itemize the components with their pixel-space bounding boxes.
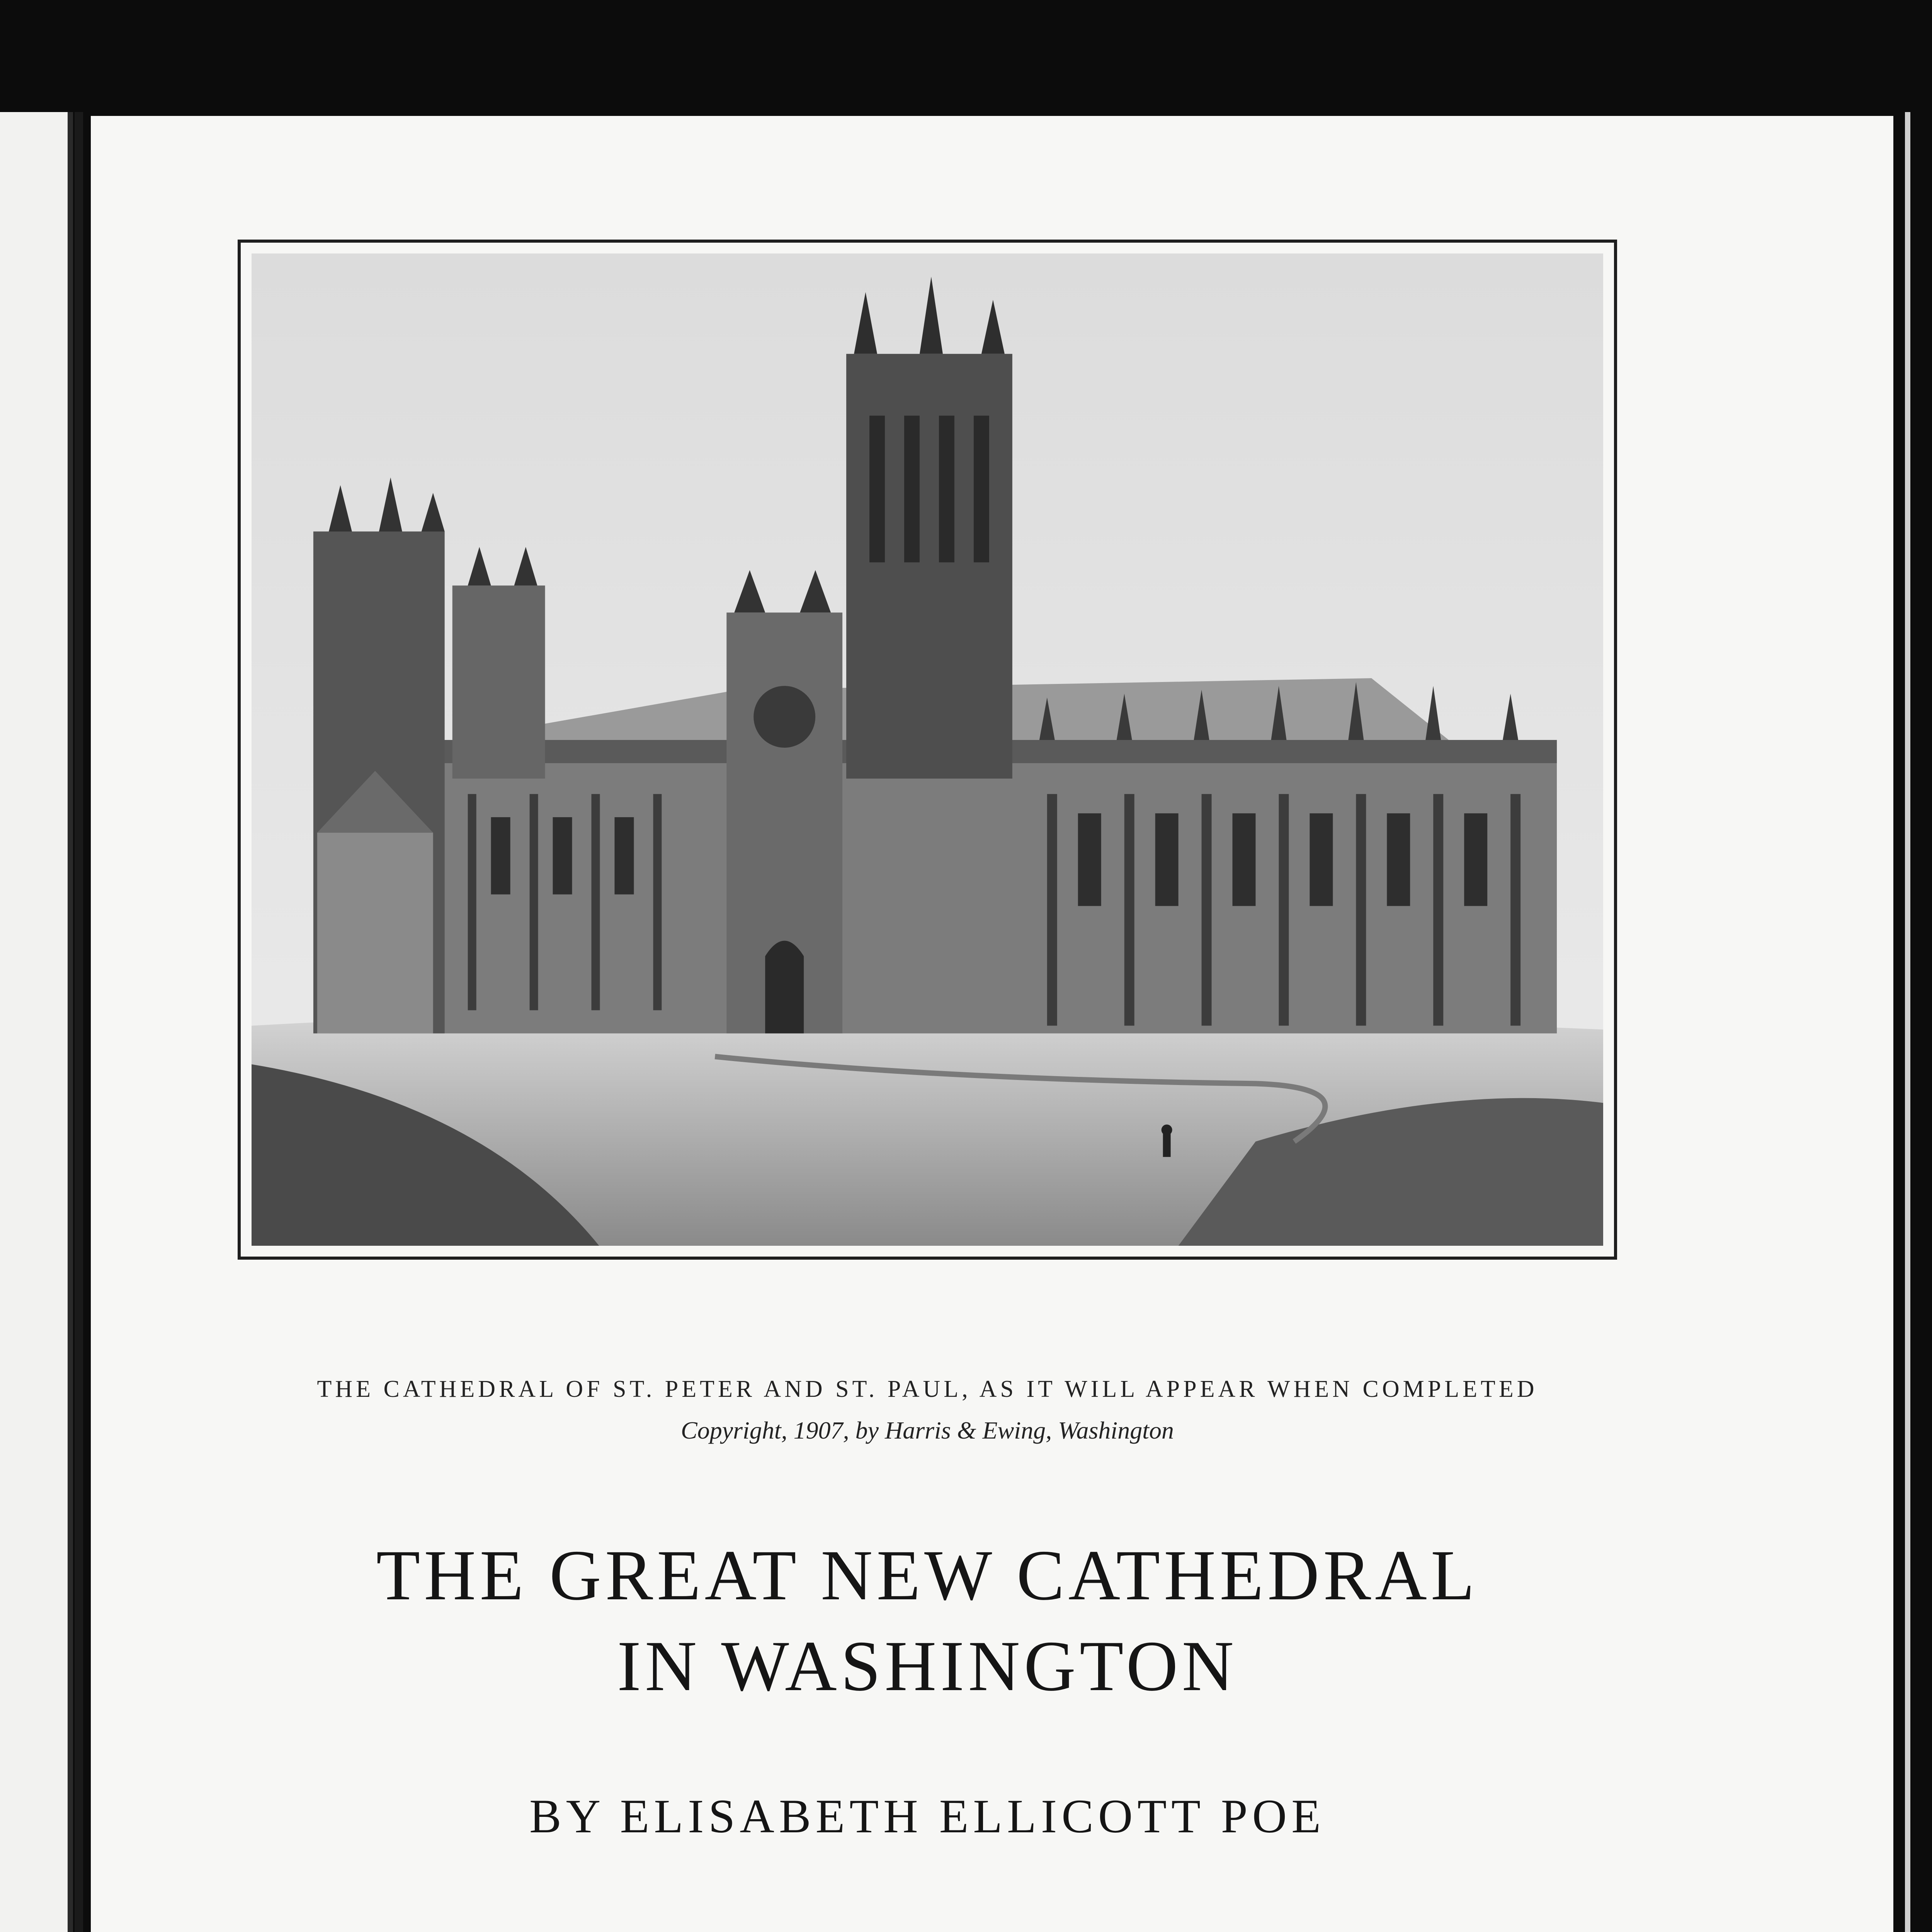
- title-line-2: IN WASHINGTON: [617, 1626, 1238, 1706]
- cathedral-photograph: [238, 240, 1617, 1260]
- facing-page-edge: [0, 112, 73, 1932]
- article-title: [238, 1530, 1617, 1712]
- title-line-1: THE GREAT NEW CATHEDRAL: [376, 1536, 1479, 1615]
- article-byline: BY ELISABETH ELLICOTT POE: [529, 1790, 1325, 1843]
- scan-right-border: [1905, 0, 1932, 1932]
- article-subtitle: [377, 1926, 1636, 1932]
- subtitle-line: [377, 1926, 1636, 1932]
- cathedral-illustration: [252, 253, 1603, 1246]
- photo-caption: THE CATHEDRAL OF ST. PETER AND ST. PAUL, AS IT WILL APPEAR WHEN COMPLETED: [317, 1376, 1538, 1402]
- photo-copyright: Copyright, 1907, by Harris & Ewing, Washington: [681, 1417, 1174, 1444]
